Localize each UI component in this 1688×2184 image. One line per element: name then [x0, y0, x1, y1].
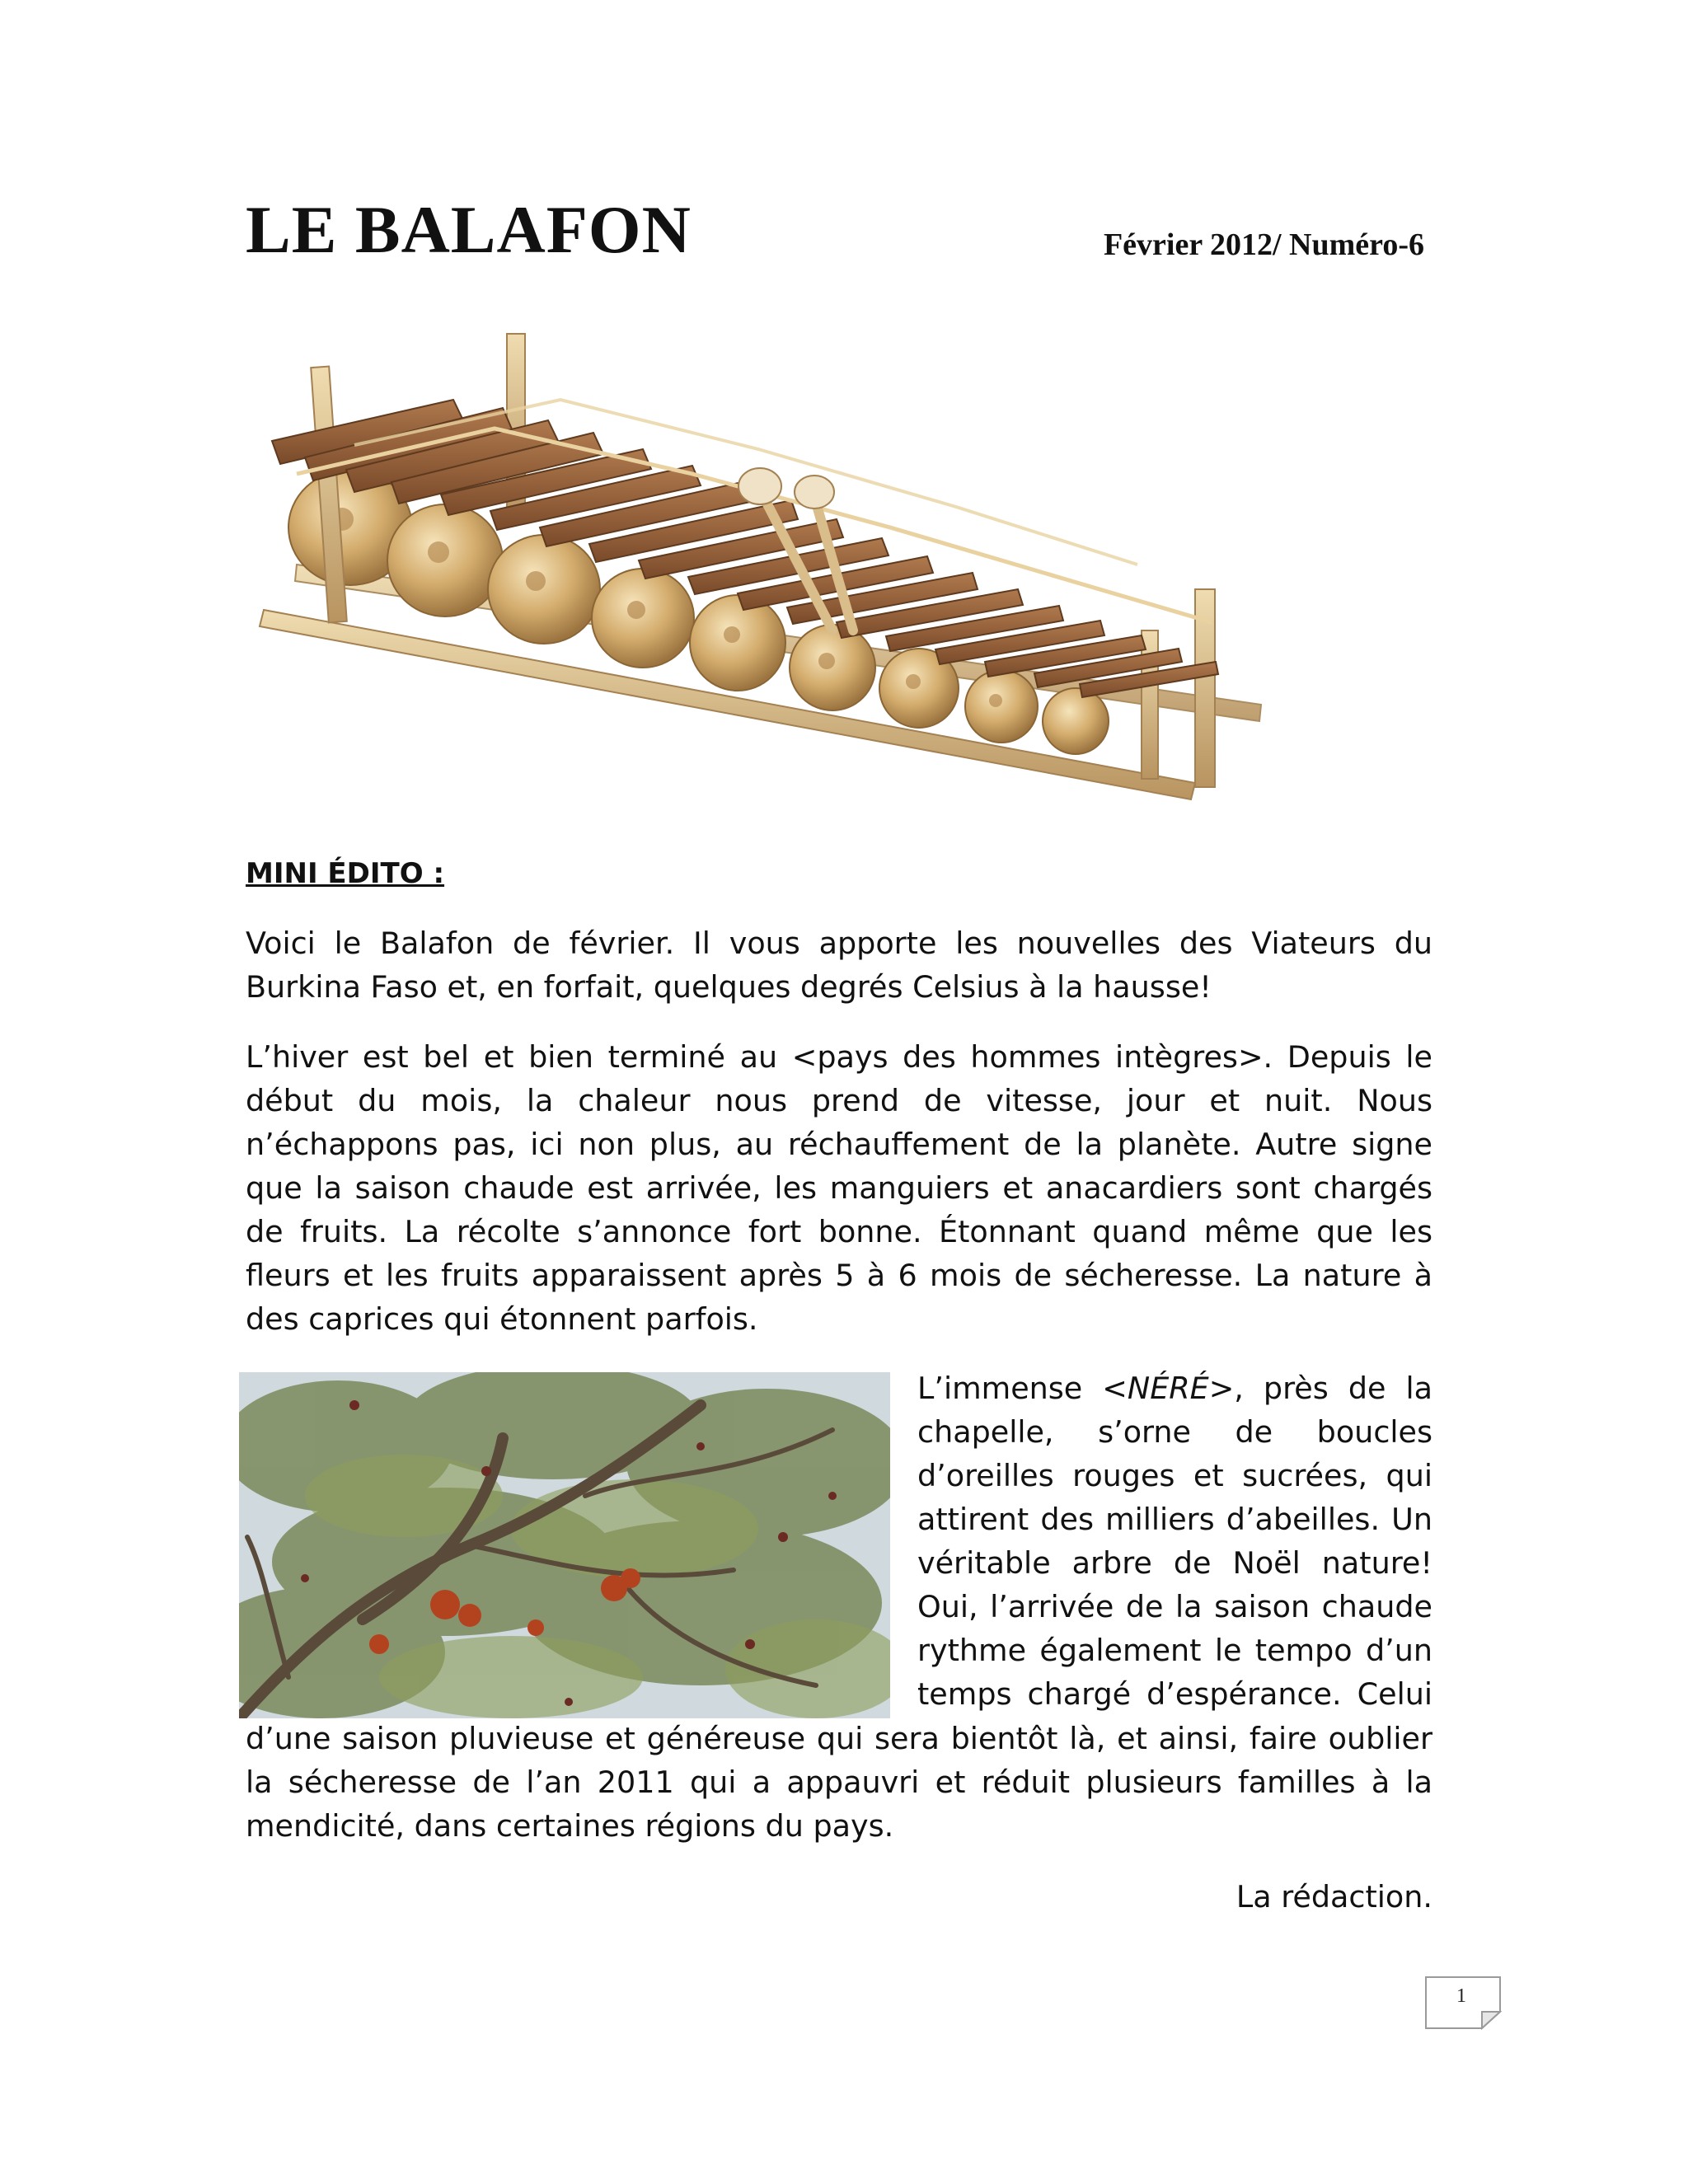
nere-word: NÉRÉ	[1127, 1371, 1209, 1406]
wrap-line-5: véritable arbre de Noël nature!	[917, 1545, 1432, 1581]
newsletter-title: LE BALAFON	[246, 192, 692, 267]
signature: La rédaction.	[1236, 1879, 1432, 1915]
cont-line-1: d’une saison pluvieuse et généreuse qui sera bientôt là, et ainsi, faire oublier	[246, 1721, 1432, 1756]
page-number-box	[1424, 1975, 1502, 2030]
balafon-illustration	[247, 317, 1311, 820]
nere-tree-photo	[239, 1372, 890, 1718]
wrap-line-4: attirent des milliers d’abeilles. Un	[917, 1502, 1432, 1537]
wrap-line-7: rythme également le tempo d’un	[917, 1633, 1432, 1668]
issue-date-number: Février 2012/ Numéro-6	[1103, 227, 1424, 262]
wrap-line-2: chapelle, s’orne de boucles	[917, 1414, 1432, 1450]
cont-line-2: la sécheresse de l’an 2011 qui a appauvri et réduit plusieurs familles à la	[246, 1765, 1432, 1800]
wrap-line-8: temps chargé d’espérance. Celui	[917, 1676, 1432, 1712]
wrap-line-3: d’oreilles rouges et sucrées, qui	[917, 1458, 1432, 1493]
edito-paragraph-1: Voici le Balafon de février. Il vous apporte les nouvelles des Viateurs du Burkina Faso et, en forfait, quelques degrés Celsius à la hausse!	[246, 926, 1432, 1005]
edito-paragraph-2: L’hiver est bel et bien terminé au <pays des hommes intègres>. Depuis le début du mois, la chaleur nous prend de vitesse, jour et nuit. Nous n’échappons pas, ici non plus, au réchauffement de la planète. Autre signe que la saison chaude est arrivée, les manguiers et anacardiers sont chargés de fruits. La récolte s’annonce fort bonne. Étonnant quand même que les fleurs et les fruits apparaissent après 5 à 6 mois de sécheresse. La nature à des caprices qui étonnent parfois.	[246, 1039, 1432, 1337]
cont-line-3: mendicité, dans certaines régions du pays.	[246, 1808, 894, 1844]
edito-heading: MINI ÉDITO :	[246, 857, 445, 890]
wrap-line-1: L’immense <NÉRÉ>, près de la	[917, 1371, 1432, 1406]
page-number: 1	[1456, 1985, 1466, 2007]
wrap-line-6: Oui, l’arrivée de la saison chaude	[917, 1589, 1432, 1624]
nere-paragraph-continuation	[246, 1717, 1432, 1848]
nere-paragraph-wrap	[917, 1366, 1432, 1716]
